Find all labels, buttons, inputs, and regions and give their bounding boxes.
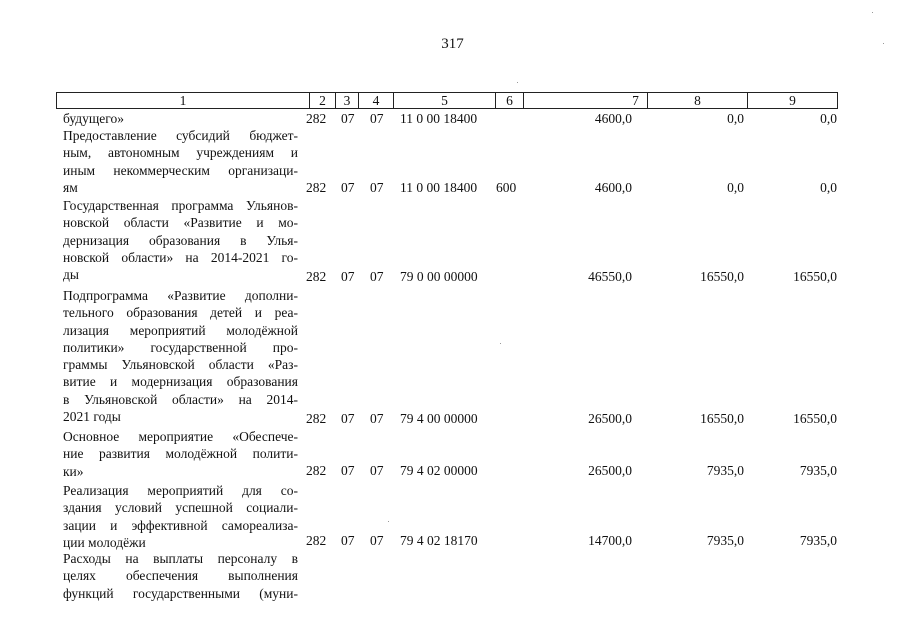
header-col-4: 4	[358, 93, 393, 108]
desc-line: функций государственными (муни-	[63, 585, 298, 601]
cell-col7: 4600,0	[594, 180, 632, 195]
cell-col7: 4600,0	[594, 111, 632, 126]
cell-col5: 79 4 02 18170	[400, 533, 478, 548]
scan-speck	[872, 12, 873, 13]
cell-col8: 7935,0	[706, 463, 744, 478]
cell-col7: 26500,0	[588, 411, 632, 426]
table-row-desc	[63, 127, 298, 196]
cell-col4: 07	[370, 463, 384, 478]
cell-col7: 46550,0	[588, 269, 632, 284]
cell-col9: 16550,0	[793, 269, 837, 284]
desc-line: ции молодёжи	[63, 534, 146, 550]
table-row-desc	[63, 197, 298, 283]
desc-line: Расходы на выплаты персоналу в	[63, 551, 298, 566]
cell-col5: 11 0 00 18400	[400, 180, 478, 195]
cell-col5: 79 0 00 00000	[400, 269, 478, 284]
desc-line: ки»	[63, 463, 84, 479]
desc-line: Реализация мероприятий для со-	[63, 483, 298, 498]
cell-col3: 07	[341, 411, 355, 426]
desc-line: Подпрограмма «Развитие дополни-	[63, 288, 298, 303]
cell-col2: 282	[306, 411, 327, 426]
cell-col3: 07	[341, 463, 355, 478]
cell-col2: 282	[306, 463, 327, 478]
table-row-desc	[63, 428, 298, 480]
header-col-2: 2	[309, 93, 335, 108]
desc-line: тельного образования детей и реа-	[63, 305, 298, 321]
cell-col3: 07	[341, 111, 355, 126]
desc-line: граммы Ульяновской области «Раз-	[63, 357, 298, 373]
desc-line: Государственная программа Ульянов-	[63, 198, 298, 213]
cell-col7: 14700,0	[588, 533, 632, 548]
header-col-1: 1	[179, 93, 187, 108]
scan-speck	[517, 82, 518, 83]
cell-col9: 0,0	[820, 180, 837, 195]
cell-col8: 16550,0	[700, 411, 744, 426]
cell-col3: 07	[341, 533, 355, 548]
cell-col7: 26500,0	[588, 463, 632, 478]
table-row-desc	[63, 550, 298, 602]
desc-line: целях обеспечения выполнения	[63, 568, 298, 584]
cell-col5: 11 0 00 18400	[400, 111, 478, 126]
header-col-8: 8	[647, 93, 747, 108]
desc-line: новской области «Развитие и мо-	[63, 215, 298, 231]
header-col-6: 6	[495, 93, 523, 108]
cell-col9: 0,0	[820, 111, 837, 126]
desc-line: лизация мероприятий молодёжной	[63, 322, 298, 338]
header-col-9: 9	[747, 93, 837, 108]
cell-col3: 07	[341, 180, 355, 195]
cell-col6: 600	[496, 180, 517, 195]
cell-col9: 7935,0	[799, 463, 837, 478]
header-col-3: 3	[335, 93, 358, 108]
desc-line: ды	[63, 267, 79, 283]
cell-col8: 0,0	[727, 111, 744, 126]
table-row-desc	[63, 482, 298, 551]
desc-line: Основное мероприятие «Обеспече-	[63, 429, 298, 444]
cell-col2: 282	[306, 180, 327, 195]
cell-col9: 16550,0	[793, 411, 837, 426]
table-row-desc	[63, 287, 298, 425]
header-col-7: 7	[523, 93, 747, 108]
scan-speck	[500, 343, 501, 344]
desc-line: Предоставление субсидий бюджет-	[63, 128, 298, 143]
cell-col4: 07	[370, 269, 384, 284]
cell-col8: 7935,0	[706, 533, 744, 548]
desc-line: будущего»	[63, 111, 124, 126]
desc-line: иным некоммерческим организаци-	[63, 162, 298, 178]
cell-col4: 07	[370, 411, 384, 426]
desc-line: новской области» на 2014-2021 го-	[63, 249, 298, 265]
page-number: 317	[441, 36, 464, 52]
desc-line: ям	[63, 179, 78, 195]
desc-line: зации и эффективной самореализа-	[63, 517, 298, 533]
header-col-5: 5	[393, 93, 495, 108]
cell-col5: 79 4 00 00000	[400, 411, 478, 426]
desc-line: витие и модернизация образования	[63, 374, 298, 390]
desc-line: дернизация образования в Улья-	[63, 232, 298, 248]
desc-line: политики» государственной про-	[63, 339, 298, 355]
desc-line: в Ульяновской области» на 2014-	[63, 391, 298, 407]
cell-col4: 07	[370, 111, 384, 126]
cell-col8: 0,0	[727, 180, 744, 195]
desc-line: ние развития молодёжной полити-	[63, 446, 298, 462]
cell-col8: 16550,0	[700, 269, 744, 284]
cell-col4: 07	[370, 180, 384, 195]
table-header	[56, 92, 838, 109]
cell-col2: 282	[306, 533, 327, 548]
cell-col5: 79 4 02 00000	[400, 463, 478, 478]
cell-col2: 282	[306, 111, 327, 126]
cell-col4: 07	[370, 533, 384, 548]
desc-line: ным, автономным учреждениям и	[63, 145, 298, 161]
scan-speck	[388, 521, 389, 522]
cell-col2: 282	[306, 269, 327, 284]
table-row-desc	[63, 110, 298, 127]
desc-line: здания условий успешной социали-	[63, 500, 298, 516]
cell-col9: 7935,0	[799, 533, 837, 548]
cell-col3: 07	[341, 269, 355, 284]
desc-line: 2021 годы	[63, 409, 121, 425]
scan-speck	[883, 43, 884, 44]
